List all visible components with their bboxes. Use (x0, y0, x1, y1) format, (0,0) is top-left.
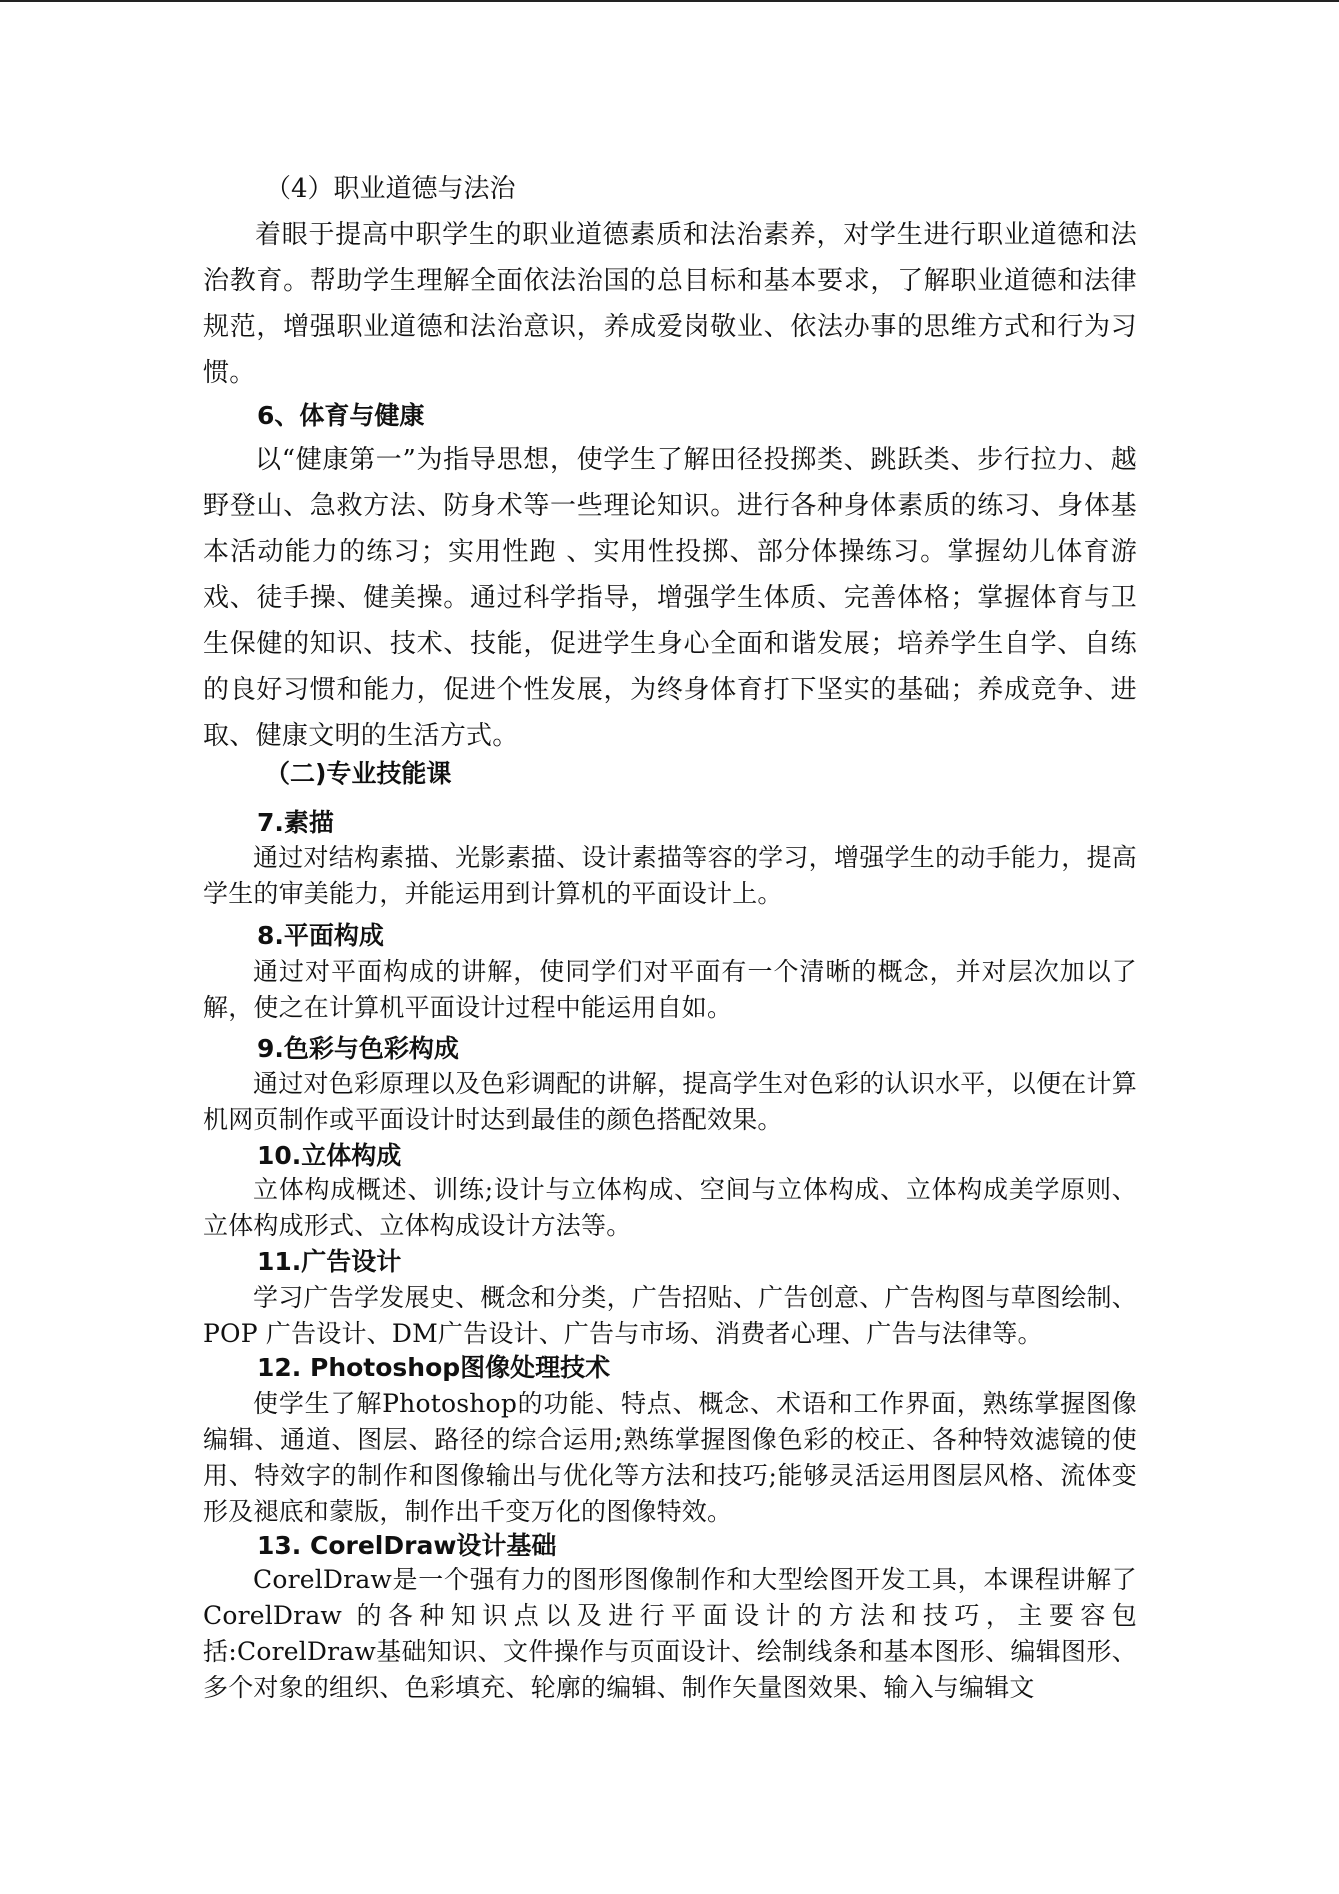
section-body-11 (203, 1280, 1137, 1352)
section-body-10 (203, 1172, 1137, 1244)
section-heading-7: 7.素描 (257, 808, 334, 837)
paragraph-text: 通过对结构素描、光影素描、设计素描等容的学习，增强学生的动手能力，提高学生的审美能力，并能运用到计算机的平面设计上。 (203, 843, 1137, 908)
section-body-13 (203, 1562, 1137, 1706)
paragraph-text: 通过对平面构成的讲解，使同学们对平面有一个清晰的概念，并对层次加以了解，使之在计算机平面设计过程中能运用自如。 (203, 957, 1137, 1022)
paragraph-text: CorelDraw是一个强有力的图形图像制作和大型绘图开发工具，本课程讲解了 CorelDraw 的各种知识点以及进行平面设计的方法和技巧，主要容包括:CorelDraw基础知识、文件操作与页面设计、绘制线条和基本图形、编辑图形、多个对象的组织、色彩填充、轮廓的编辑、制作矢量图效果、输入与编辑文 (203, 1565, 1137, 1702)
section-heading-8: 8.平面构成 (257, 921, 384, 950)
paragraph-text: 使学生了解Photoshop的功能、特点、概念、术语和工作界面，熟练掌握图像编辑、通道、图层、路径的综合运用;熟练掌握图像色彩的校正、各种特效滤镜的使用、特效字的制作和图像输出与优化等方法和技巧;能够灵活运用图层风格、流体变形及褪底和蒙版，制作出千变万化的图像特效。 (203, 1389, 1137, 1526)
section-body-9 (203, 1066, 1137, 1138)
section-heading-9: 9.色彩与色彩构成 (257, 1034, 459, 1063)
section-heading-professional-skills: （二)专业技能课 (265, 759, 452, 788)
section-body-7 (203, 840, 1137, 912)
section-body-6 (203, 437, 1137, 759)
section-body-8 (203, 954, 1137, 1026)
section-heading-6: 6、体育与健康 (257, 401, 425, 430)
section-heading-11: 11.广告设计 (257, 1247, 402, 1276)
paragraph-text: 通过对色彩原理以及色彩调配的讲解，提高学生对色彩的认识水平，以便在计算机网页制作或平面设计时达到最佳的颜色搭配效果。 (203, 1069, 1137, 1134)
paragraph-text: 着眼于提高中职学生的职业道德素质和法治素养，对学生进行职业道德和法治教育。帮助学生理解全面依法治国的总目标和基本要求，了解职业道德和法律规范，增强职业道德和法治意识，养成爱岗敬业、依法办事的思维方式和行为习惯。 (203, 220, 1137, 388)
section-body-4 (203, 212, 1137, 396)
paragraph-text: 学习广告学发展史、概念和分类，广告招贴、广告创意、广告构图与草图绘制、POP 广告设计、DM广告设计、广告与市场、消费者心理、广告与法律等。 (203, 1283, 1137, 1348)
paragraph-text: 以“健康第一”为指导思想，使学生了解田径投掷类、跳跃类、步行拉力、越野登山、急救方法、防身术等一些理论知识。进行各种身体素质的练习、身体基本活动能力的练习；实用性跑 、实用性投掷、部分体操练习。掌握幼儿体育游戏、徒手操、健美操。通过科学指导，增强学生体质、完善体格；掌握体育与卫生保健的知识、技术、技能，促进学生身心全面和谐发展；培养学生自学、自练的良好习惯和能力，促进个性发展，为终身体育打下坚实的基础；养成竞争、进取、健康文明的生活方式。 (203, 445, 1137, 751)
section-heading-4: （4）职业道德与法治 (265, 174, 516, 204)
section-heading-13: 13. CorelDraw设计基础 (257, 1531, 557, 1560)
section-heading-10: 10.立体构成 (257, 1141, 402, 1170)
section-body-12 (203, 1386, 1137, 1530)
section-heading-12: 12. Photoshop图像处理技术 (257, 1353, 611, 1382)
top-border-line (0, 0, 1339, 2)
paragraph-text: 立体构成概述、训练;设计与立体构成、空间与立体构成、立体构成美学原则、立体构成形式、立体构成设计方法等。 (203, 1175, 1137, 1240)
